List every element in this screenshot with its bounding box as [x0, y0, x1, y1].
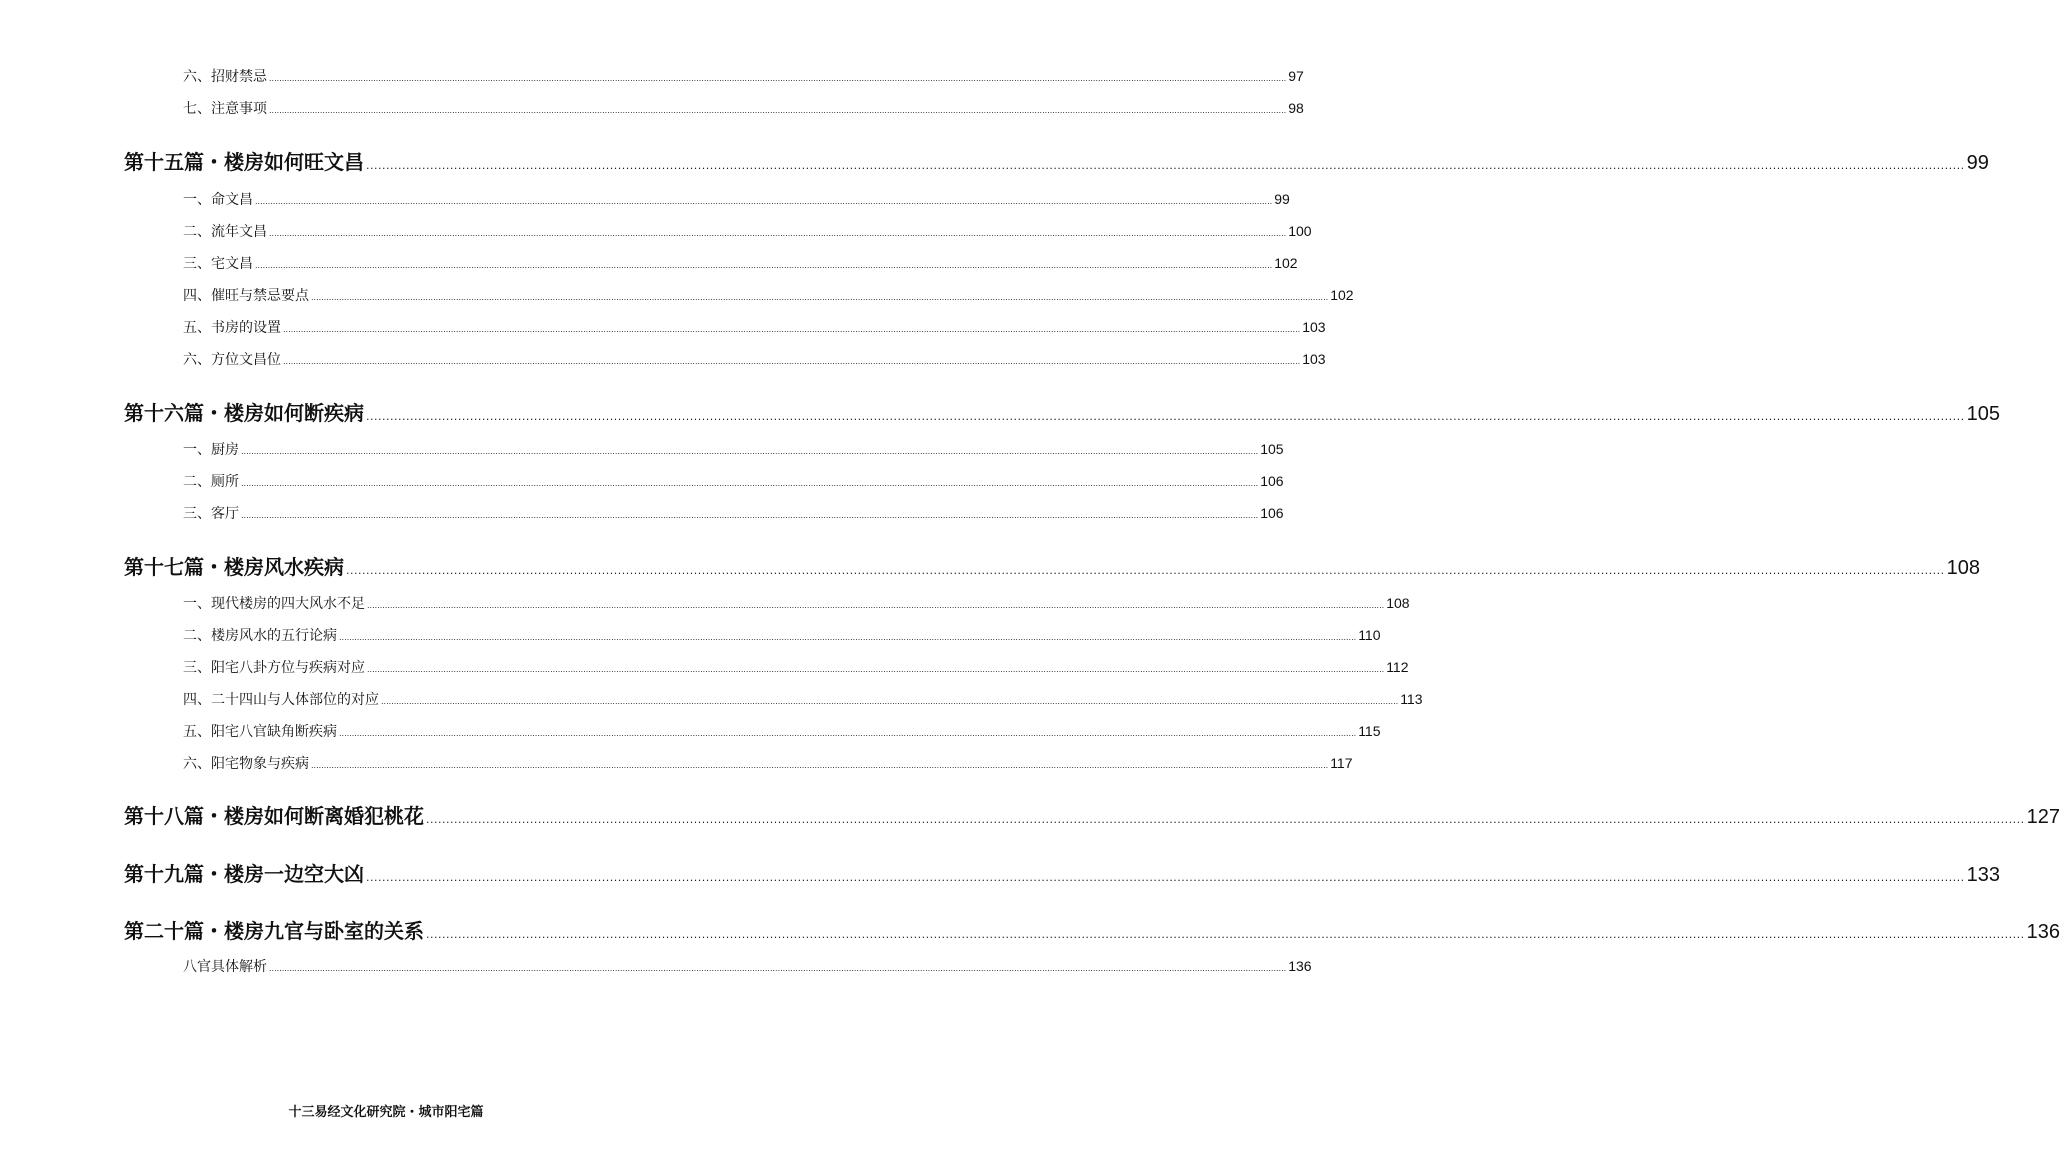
toc-entry-page-number: 99: [1966, 152, 1989, 174]
toc-entry-title: 第十七篇・楼房风水疾病: [124, 555, 344, 579]
toc-section-entry: [183, 471, 1284, 491]
toc-section-entry: [183, 753, 1353, 773]
toc-entry-page-number: 103: [1302, 319, 1326, 335]
toc-entry-page-number: 103: [1302, 351, 1326, 367]
toc-section-entry: [183, 503, 1284, 523]
toc-entry-title: 六、招财禁忌: [183, 69, 267, 85]
toc-leader-dots: ................................................................................................................................................................................................................................................................................................................................................................................................................: [346, 564, 1945, 577]
toc-leader-dots: ................................................................................................................................................................................................................................................................................................................................................................................................................: [367, 601, 1385, 610]
toc-entry-title: 一、命文昌: [183, 192, 253, 208]
toc-leader-dots: ................................................................................................................................................................................................................................................................................................................................................................................................................: [269, 74, 1287, 83]
toc-entry-title: 六、阳宅物象与疾病: [183, 756, 309, 772]
toc-section-entry: [183, 625, 1381, 645]
toc-section-entry: [183, 439, 1284, 459]
toc-leader-dots: ................................................................................................................................................................................................................................................................................................................................................................................................................: [426, 928, 2025, 941]
toc-entry-page-number: 100: [1288, 223, 1312, 239]
toc-entry-title: 四、催旺与禁忌要点: [183, 288, 309, 304]
toc-section-entry: [183, 66, 1304, 86]
toc-section-entry: [183, 721, 1381, 741]
toc-chapter-entry: [124, 397, 2001, 426]
toc-entry-title: 第十五篇・楼房如何旺文昌: [124, 150, 364, 174]
toc-leader-dots: ................................................................................................................................................................................................................................................................................................................................................................................................................: [269, 964, 1287, 973]
toc-entry-title: 五、阳宅八官缺角断疾病: [183, 724, 337, 740]
toc-leader-dots: ................................................................................................................................................................................................................................................................................................................................................................................................................: [339, 729, 1357, 738]
toc-entry-title: 二、楼房风水的五行论病: [183, 628, 337, 644]
toc-entry-page-number: 115: [1358, 723, 1381, 739]
toc-entry-title: 六、方位文昌位: [183, 352, 281, 368]
toc-leader-dots: ................................................................................................................................................................................................................................................................................................................................................................................................................: [367, 665, 1385, 674]
toc-entry-page-number: 117: [1330, 755, 1353, 771]
toc-entry-title: 第十六篇・楼房如何断疾病: [124, 401, 364, 425]
toc-chapter-entry: [124, 915, 2060, 944]
toc-section-entry: [183, 253, 1298, 273]
toc-leader-dots: ................................................................................................................................................................................................................................................................................................................................................................................................................: [241, 511, 1259, 520]
toc-leader-dots: ................................................................................................................................................................................................................................................................................................................................................................................................................: [339, 633, 1357, 642]
toc-entry-page-number: 102: [1274, 255, 1298, 271]
toc-chapter-entry: [124, 858, 2001, 887]
toc-leader-dots: ................................................................................................................................................................................................................................................................................................................................................................................................................: [283, 357, 1301, 366]
toc-leader-dots: ................................................................................................................................................................................................................................................................................................................................................................................................................: [283, 325, 1301, 334]
toc-leader-dots: ................................................................................................................................................................................................................................................................................................................................................................................................................: [255, 197, 1273, 206]
toc-leader-dots: ................................................................................................................................................................................................................................................................................................................................................................................................................: [366, 871, 1965, 884]
toc-entry-title: 一、厨房: [183, 442, 239, 458]
toc-leader-dots: ................................................................................................................................................................................................................................................................................................................................................................................................................: [255, 261, 1273, 270]
toc-leader-dots: ................................................................................................................................................................................................................................................................................................................................................................................................................: [426, 813, 2025, 826]
toc-entry-page-number: 106: [1260, 505, 1284, 521]
toc-entry-page-number: 105: [1260, 441, 1284, 457]
toc-entry-page-number: 97: [1288, 68, 1304, 84]
toc-leader-dots: ................................................................................................................................................................................................................................................................................................................................................................................................................: [311, 761, 1329, 770]
toc-entry-page-number: 105: [1966, 403, 2001, 425]
toc-leader-dots: ................................................................................................................................................................................................................................................................................................................................................................................................................: [241, 479, 1259, 488]
toc-section-entry: [183, 689, 1423, 709]
toc-entry-page-number: 108: [1946, 557, 1981, 579]
toc-entry-title: 一、现代楼房的四大风水不足: [183, 596, 365, 612]
toc-entry-page-number: 98: [1288, 100, 1304, 116]
toc-section-entry: [183, 285, 1354, 305]
toc-entry-page-number: 136: [2026, 921, 2060, 943]
toc-section-entry: [183, 593, 1410, 613]
toc-section-entry: [183, 956, 1312, 976]
toc-leader-dots: ................................................................................................................................................................................................................................................................................................................................................................................................................: [381, 697, 1399, 706]
toc-entry-title: 四、二十四山与人体部位的对应: [183, 692, 379, 708]
toc-entry-title: 二、厕所: [183, 474, 239, 490]
page-footer: 十三易经文化研究院・城市阳宅篇: [288, 1105, 484, 1120]
toc-entry-title: 第二十篇・楼房九官与卧室的关系: [124, 919, 424, 943]
toc-entry-page-number: 102: [1330, 287, 1354, 303]
toc-entry-title: 第十九篇・楼房一边空大凶: [124, 862, 364, 886]
toc-entry-page-number: 108: [1386, 595, 1410, 611]
toc-entry-page-number: 127: [2026, 806, 2060, 828]
toc-leader-dots: ................................................................................................................................................................................................................................................................................................................................................................................................................: [366, 159, 1965, 172]
toc-chapter-entry: [124, 146, 1989, 175]
toc-entry-title: 八官具体解析: [183, 959, 267, 975]
toc-entry-page-number: 110: [1358, 627, 1381, 643]
toc-section-entry: [183, 317, 1326, 337]
toc-entry-page-number: 112: [1386, 659, 1409, 675]
toc-entry-page-number: 106: [1260, 473, 1284, 489]
toc-entry-title: 三、客厅: [183, 506, 239, 522]
toc-entry-page-number: 136: [1288, 958, 1312, 974]
toc-leader-dots: ................................................................................................................................................................................................................................................................................................................................................................................................................: [269, 106, 1287, 115]
toc-section-entry: [183, 189, 1290, 209]
toc-entry-page-number: 99: [1274, 191, 1290, 207]
toc-entry-page-number: 133: [1966, 864, 2001, 886]
toc-entry-title: 五、书房的设置: [183, 320, 281, 336]
toc-entry-title: 三、宅文昌: [183, 256, 253, 272]
toc-entry-title: 七、注意事项: [183, 101, 267, 117]
toc-section-entry: [183, 657, 1409, 677]
toc-section-entry: [183, 98, 1304, 118]
toc-entry-title: 二、流年文昌: [183, 224, 267, 240]
toc-leader-dots: ................................................................................................................................................................................................................................................................................................................................................................................................................: [269, 229, 1287, 238]
toc-chapter-entry: [124, 551, 1981, 580]
toc-leader-dots: ................................................................................................................................................................................................................................................................................................................................................................................................................: [366, 410, 1965, 423]
toc-chapter-entry: [124, 800, 2060, 829]
toc-entry-page-number: 113: [1400, 691, 1423, 707]
toc-leader-dots: ................................................................................................................................................................................................................................................................................................................................................................................................................: [241, 447, 1259, 456]
toc-entry-title: 三、阳宅八卦方位与疾病对应: [183, 660, 365, 676]
toc-entry-title: 第十八篇・楼房如何断离婚犯桃花: [124, 804, 424, 828]
toc-section-entry: [183, 221, 1312, 241]
toc-section-entry: [183, 349, 1326, 369]
toc-leader-dots: ................................................................................................................................................................................................................................................................................................................................................................................................................: [311, 293, 1329, 302]
